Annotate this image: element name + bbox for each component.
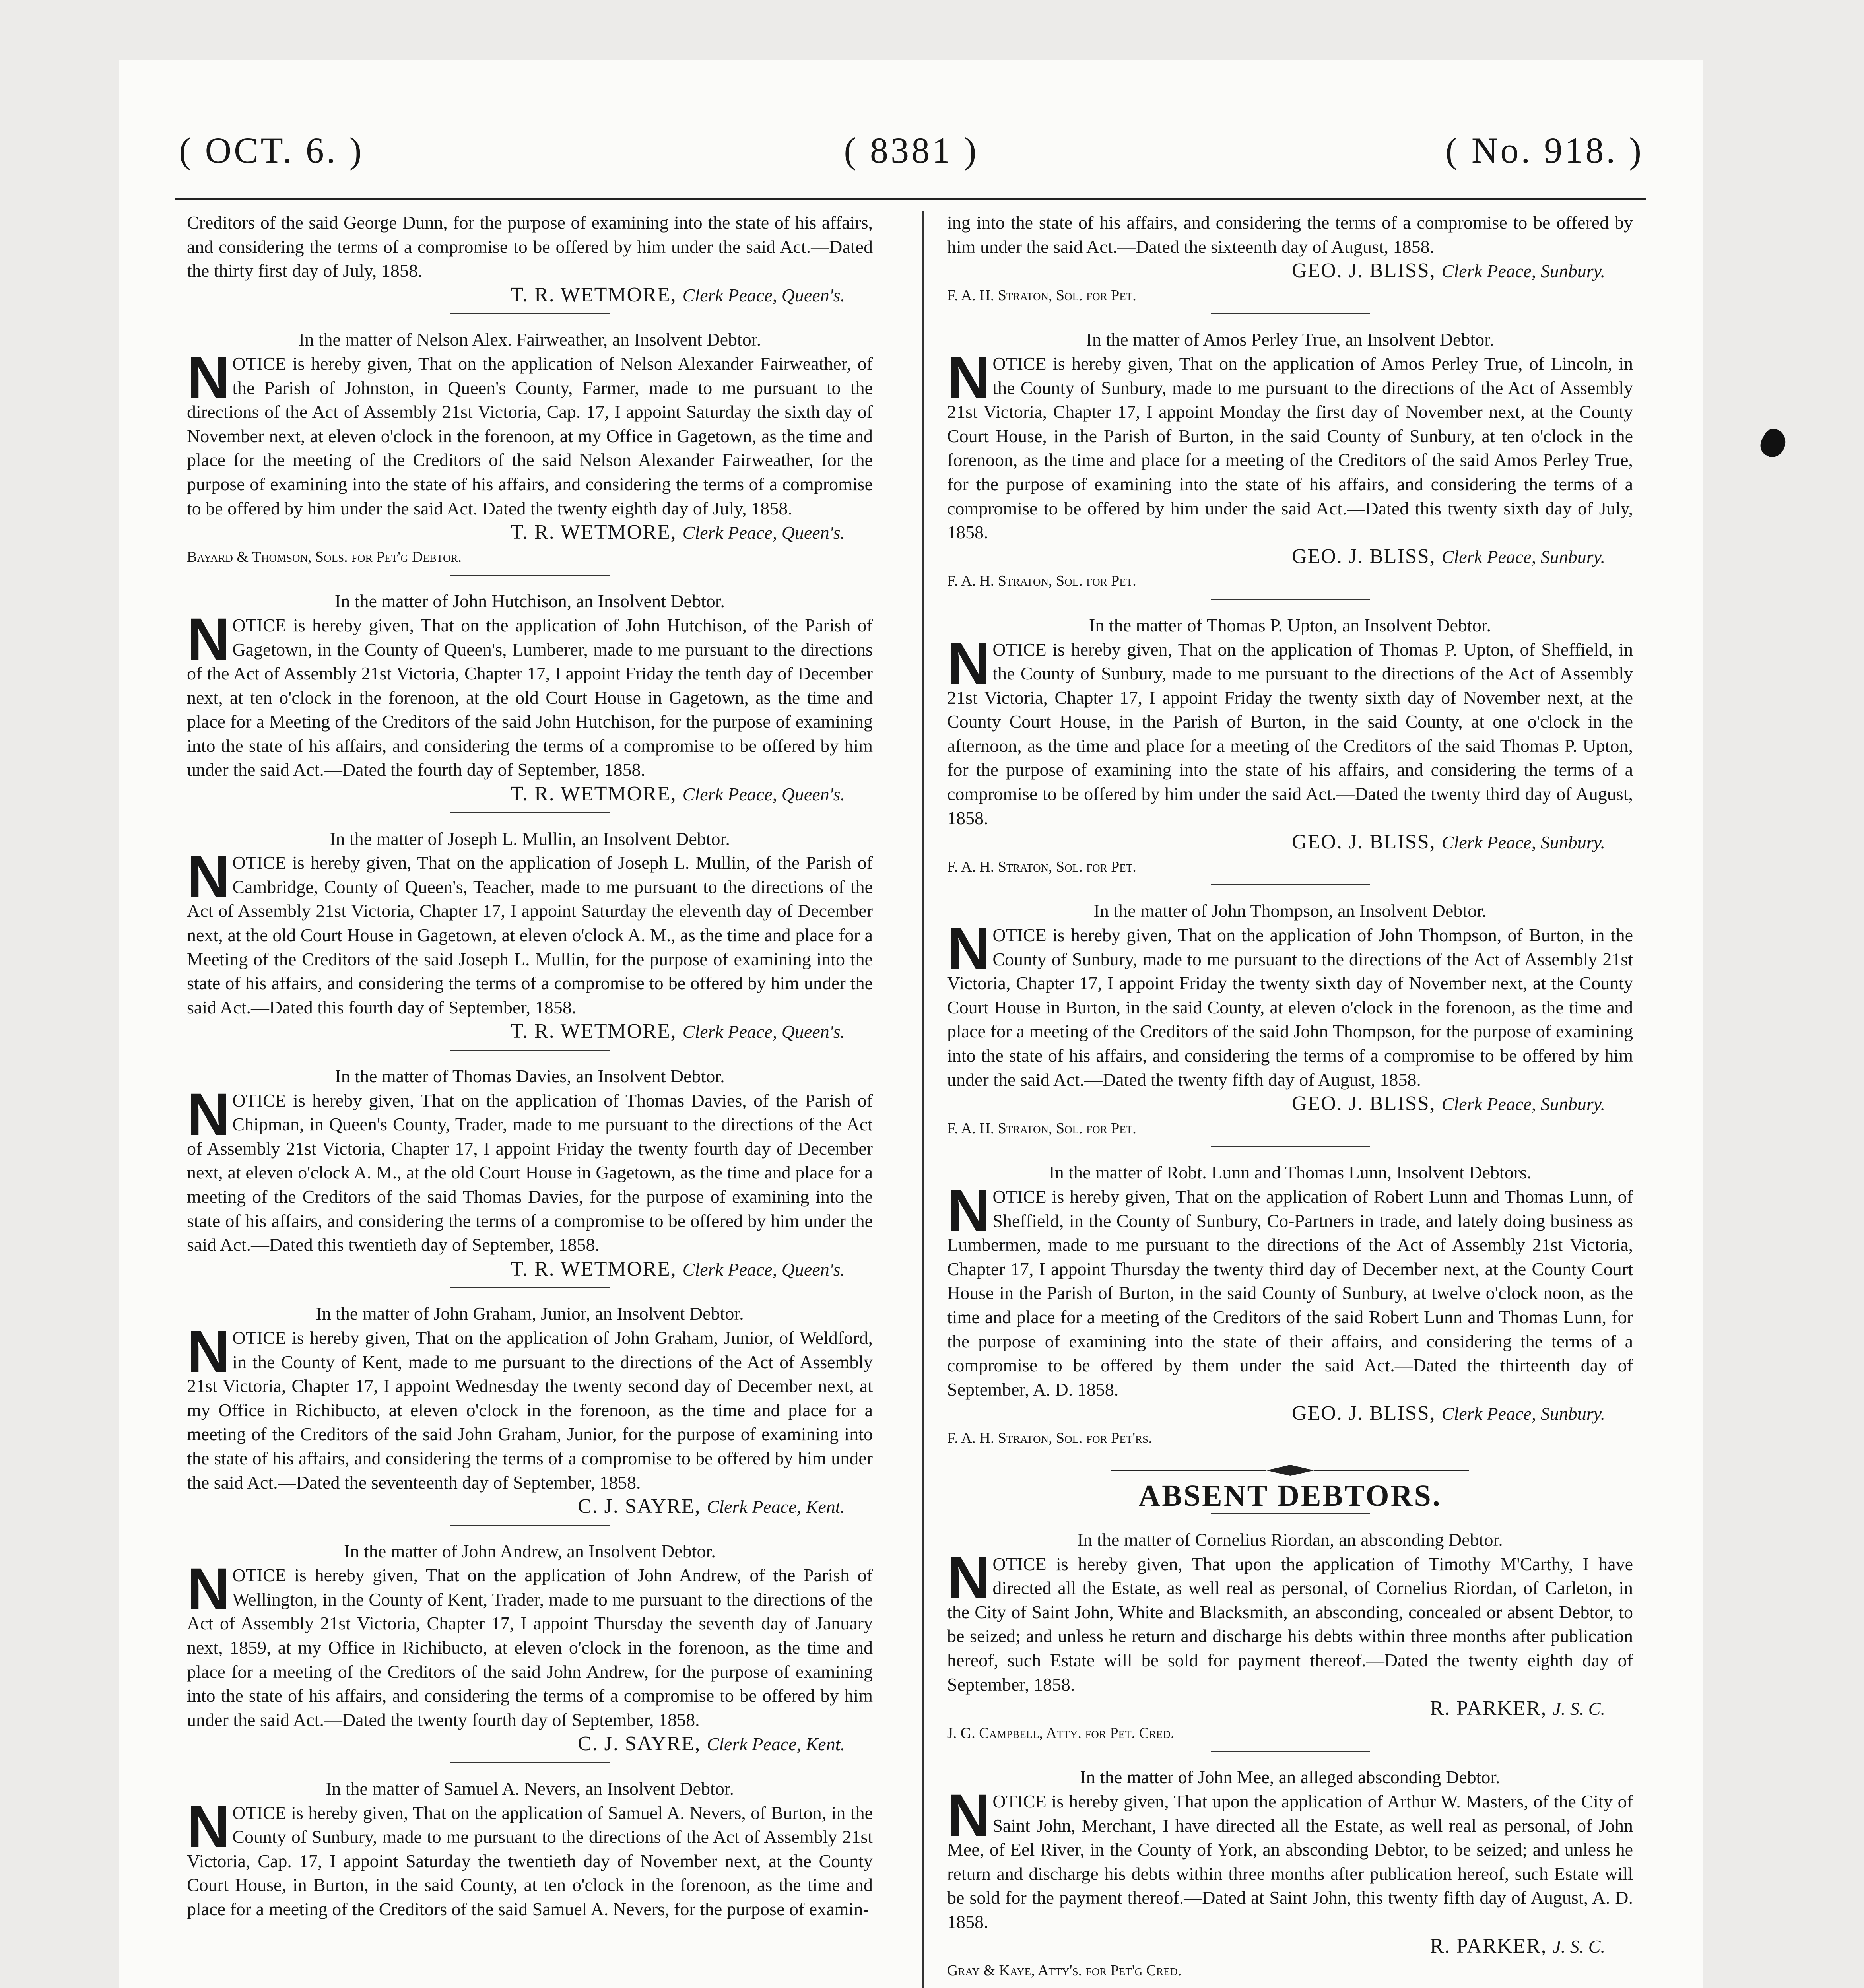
signature [947, 1934, 1633, 1959]
separator [450, 575, 610, 576]
column-divider [922, 211, 924, 1988]
signature [947, 1092, 1633, 1116]
notice-title: In the matter of Amos Perley True, an Insolvent Debtor. [1086, 329, 1494, 350]
notice-text [187, 1318, 873, 1495]
notice-continued [187, 211, 873, 307]
drop-cap: N [947, 915, 990, 982]
signer-name: C. J. SAYRE, [577, 1732, 701, 1755]
notice-title: In the matter of John Thompson, an Insolvent Debtor. [1093, 901, 1487, 921]
notice-title: In the matter of John Mee, an alleged absconding Debtor. [1080, 1767, 1500, 1788]
signer-name: C. J. SAYRE, [577, 1495, 701, 1518]
signer-name: T. R. WETMORE, [511, 283, 677, 306]
solicitor-line: F. A. H. Straton, Sol. for Pet'rs. [947, 1429, 1152, 1446]
drop-cap: N [947, 1544, 990, 1611]
notice-text [947, 1544, 1633, 1697]
notice-text [187, 1555, 873, 1732]
header-page-number: ( 8381 ) [844, 130, 979, 171]
notice-body: OTICE is hereby given, That on the application of John Graham, Junior, of Weldford, in the County of Kent, made to me pursuant to the directions of the Act of Assembly 21st Victoria, Chapter 17, I appoint Wednesday the twenty second day of December next, at my Office in Richibucto, at eleven o'clock in the forenoon, as the time and place for a meeting of the Creditors of the said John Graham, Junior, for the purpose of examining into the state of his affairs, and considering the terms of a compromise to be offered by him under the said Act.—Dated the seventeenth day of September, 1858. [187, 1327, 873, 1493]
notice-body: OTICE is hereby given, That on the application of John Hutchison, of the Parish of Gagetown, in the County of Queen's, Lumberer, made to me pursuant to the directions of the Act of Assembly 21st Victoria, Chapter 17, I appoint Friday the tenth day of December next, at ten o'clock in the forenoon, at the old Court House in Gagetown, as the time and place for a Meeting of the Creditors of the said John Hutchison, for the purpose of examining into the state of his affairs, and considering the terms of a compromise to be offered by him under the said Act.—Dated the fourth day of September, 1858. [187, 615, 873, 780]
notice-title: In the matter of Thomas P. Upton, an Insolvent Debtor. [1089, 615, 1491, 635]
signer-name: GEO. J. BLISS, [1291, 545, 1436, 568]
notice-text [947, 1176, 1633, 1402]
notice-text [187, 1080, 873, 1257]
header-date: ( OCT. 6. ) [179, 130, 364, 171]
signer-role: Clerk Peace, Sunbury. [1441, 832, 1605, 853]
signature [187, 1019, 873, 1044]
ornament-divider-icon [1111, 1462, 1469, 1478]
drop-cap: N [947, 1782, 990, 1849]
signer-role: Clerk Peace, Sunbury. [1441, 261, 1605, 282]
notice-body: OTICE is hereby given, That on the application of Thomas Davies, of the Parish of Chipman, in Queen's County, Trader, made to me pursuant to the directions of the Act of Assembly 21st Victoria, Chapter 17, I appoint Friday the twenty fourth day of December next, at eleven o'clock A. M., at the old Court House in Gagetown, as the time and place for a meeting of the Creditors of the said Thomas Davies, for the purpose of examining into the state of his affairs, and considering the terms of a compromise to be offered by him under the said Act.—Dated this twentieth day of September, 1858. [187, 1090, 873, 1255]
notice-title: In the matter of John Andrew, an Insolvent Debtor. [344, 1541, 716, 1561]
separator [450, 812, 610, 813]
signer-name: T. R. WETMORE, [511, 1257, 677, 1280]
notice-title: In the matter of Cornelius Riordan, an absconding Debtor. [1077, 1530, 1503, 1550]
signer-name: GEO. J. BLISS, [1291, 1092, 1436, 1115]
notice-body: OTICE is hereby given, That upon the application of Timothy M'Carthy, I have directed all the Estate, as well real as personal, of Cornelius Riordan, of Carleton, in the City of Saint John, White and Blacksmith, an absconding, concealed or absent Debtor, to be seized; and unless he return and discharge his debts within three months after publication hereof, such Estate will be sold for payment thereof.—Dated the twenty eighth day of September, 1858. [947, 1553, 1633, 1695]
notice-title: In the matter of John Hutchison, an Insolvent Debtor. [334, 591, 725, 612]
notice-true [947, 328, 1633, 593]
notice-mee [947, 1765, 1633, 1982]
drop-cap: N [187, 1555, 230, 1623]
separator [450, 1762, 610, 1763]
separator [450, 1050, 610, 1051]
notice-text [187, 605, 873, 782]
notice-title: In the matter of Joseph L. Mullin, an Insolvent Debtor. [330, 828, 730, 849]
signer-role: Clerk Peace, Kent. [707, 1497, 845, 1517]
notice-body: OTICE is hereby given, That on the application of Joseph L. Mullin, of the Parish of Cambridge, County of Queen's, Teacher, made to me pursuant to the directions of the Act of Assembly 21st Victoria, Chapter 17, I appoint Saturday the eleventh day of December next, at the old Court House in Gagetown, at eleven o'clock A. M., as the time and place for a Meeting of the Creditors of the said Joseph L. Mullin, for the purpose of examining into the state of his affairs, and considering the terms of a compromise to be offered by him under the said Act.—Dated this fourth day of September, 1858. [187, 852, 873, 1017]
notice-title: In the matter of Thomas Davies, an Insolvent Debtor. [335, 1066, 725, 1086]
notice-text [187, 344, 873, 520]
header-issue-number: ( No. 918. ) [1445, 130, 1644, 171]
notice-graham [187, 1302, 873, 1519]
solicitor-line: J. G. Campbell, Atty. for Pet. Cred. [947, 1724, 1175, 1741]
drop-cap: N [947, 1176, 990, 1244]
signer-name: R. PARKER, [1430, 1934, 1547, 1957]
solicitor-line: F. A. H. Straton, Sol. for Pet. [947, 1120, 1136, 1137]
page-header [167, 129, 1656, 193]
notice-riordan [947, 1528, 1633, 1745]
separator [1211, 884, 1370, 885]
drop-cap: N [187, 1318, 230, 1385]
ink-blot [1756, 425, 1791, 462]
notice-title: In the matter of Samuel A. Nevers, an Insolvent Debtor. [325, 1778, 734, 1799]
notice-body: OTICE is hereby given, That on the application of Amos Perley True, of Lincoln, in the County of Sunbury, made to me pursuant to the directions of the Act of Assembly 21st Victoria, Chapter 17, I appoint Monday the first day of November next, at the County Court House, in the Parish of Burton, in the said County of Sunbury, at ten o'clock in the forenoon, as the time and place for a meeting of the Creditors of the said Amos Perley True, for the purpose of examining into the state of his affairs, and considering the terms of a compromise to be offered by him under the said Act.—Dated this twenty sixth day of July, 1858. [947, 353, 1633, 543]
notice-hutchison [187, 589, 873, 806]
signer-name: T. R. WETMORE, [511, 1020, 677, 1043]
header-rule [175, 198, 1646, 200]
signature [947, 1697, 1633, 1721]
drop-cap: N [947, 629, 990, 697]
notice-text [947, 915, 1633, 1092]
signer-name: GEO. J. BLISS, [1291, 259, 1436, 282]
notice-nevers [187, 1777, 873, 1922]
notice-title: In the matter of John Graham, Junior, an Insolvent Debtor. [316, 1303, 744, 1324]
signer-role: Clerk Peace, Sunbury. [1441, 1094, 1605, 1114]
separator [450, 313, 610, 314]
signer-name: GEO. J. BLISS, [1291, 1402, 1436, 1425]
notice-andrew [187, 1540, 873, 1757]
notice-body: OTICE is hereby given, That upon the application of Arthur W. Masters, of the City of Saint John, Merchant, I have directed all the Estate, as well real as personal, of John Mee, of Eel River, in the County of York, an absconding Debtor, to be seized; and unless he return and discharge his debts within three months after publication hereof, such Estate will be sold for the payment thereof.—Dated at Saint John, this twenty fifth day of August, A. D. 1858. [947, 1791, 1633, 1932]
notice-body: OTICE is hereby given, That on the application of John Andrew, of the Parish of Wellington, in the County of Kent, Trader, made to me pursuant to the directions of the Act of Assembly 21st Victoria, Chapter 17, I appoint Thursday the seventh day of January next, 1859, at my Office in Richibucto, at eleven o'clock in the forenoon, as the time and place for a meeting of the Creditors of the said John Andrew, for the purpose of examining into the state of his affairs, and considering the terms of a compromise to be offered by him under the said Act.—Dated the twenty fourth day of September, 1858. [187, 1565, 873, 1730]
notice-lunn [947, 1161, 1633, 1450]
notice-text [947, 629, 1633, 831]
notice-davies [187, 1064, 873, 1281]
signer-role: Clerk Peace, Queen's. [682, 1021, 845, 1042]
signature [187, 520, 873, 545]
signer-name: T. R. WETMORE, [511, 782, 677, 806]
signature [187, 1257, 873, 1282]
notice-body: OTICE is hereby given, That on the application of Thomas P. Upton, of Sheffield, in the County of Sunbury, made to me pursuant to the directions of the Act of Assembly 21st Victoria, Chapter 17, I appoint Friday the twenty sixth day of November next, at the County Court House, in the Parish of Burton, in the said County, at one o'clock in the afternoon, as the time and place for a meeting of the Creditors of the said Thomas P. Upton, for the purpose of examining into the state of his affairs, and considering the terms of a compromise to be offered by him under the said Act.—Dated the twenty third day of August, 1858. [947, 639, 1633, 828]
separator [1211, 1751, 1370, 1752]
notice-upton [947, 613, 1633, 879]
notice-text [947, 344, 1633, 545]
solicitor-line: F. A. H. Straton, Sol. for Pet. [947, 573, 1136, 590]
signature [187, 1732, 873, 1757]
notice-text: ing into the state of his affairs, and considering the terms of a compromise to be offered by him under the said Act.—Dated the sixteenth day of August, 1858. [947, 212, 1633, 257]
notice-fairweather [187, 328, 873, 569]
drop-cap: N [187, 344, 230, 411]
gazette-page [119, 60, 1703, 1988]
separator [450, 1525, 610, 1526]
signature [187, 782, 873, 807]
notice-body: OTICE is hereby given, That on the application of Nelson Alexander Fairweather, of the Parish of Johnston, in Queen's County, Farmer, made to me pursuant to the directions of the Act of Assembly 21st Victoria, Cap. 17, I appoint Saturday the sixth day of November next, at eleven o'clock in the forenoon, at my Office in Gagetown, as the time and place for the meeting of the Creditors of the said Nelson Alexander Fairweather, for the purpose of examining into the state of his affairs, and considering the terms of a compromise to be offered by him under the said Act. Dated the twenty eighth day of July, 1858. [187, 353, 873, 518]
notice-text [947, 1782, 1633, 1934]
solicitor-line: F. A. H. Straton, Sol. for Pet. [947, 287, 1136, 304]
drop-cap: N [187, 605, 230, 672]
signature [947, 1402, 1633, 1426]
notice-body: OTICE is hereby given, That on the application of Samuel A. Nevers, of Burton, in the County of Sunbury, made to me pursuant to the directions of the Act of Assembly 21st Victoria, Cap. 17, I appoint Saturday the twentieth day of November next, at the County Court House, in Burton, in the said County, at ten o'clock in the forenoon, as the time and place for a meeting of the Creditors of the said Samuel A. Nevers, for the purpose of examin- [187, 1802, 873, 1919]
separator [1211, 1146, 1370, 1147]
notice-body: OTICE is hereby given, That on the application of John Thompson, of Burton, in the County of Sunbury, made to me pursuant to the directions of the Act of Assembly 21st Victoria, Chapter 17, I appoint Friday the twenty sixth day of November next, at the County Court House in Burton, in the said County, at eleven o'clock in the forenoon, as the time and place for a meeting of the Creditors of the said John Thompson, for the purpose of examining into the state of his affairs, and considering the terms of a compromise to be offered by him under the said Act.—Dated the twenty fifth day of August, 1858. [947, 925, 1633, 1090]
signer-role: Clerk Peace, Sunbury. [1441, 546, 1605, 567]
solicitor-line: Gray & Kaye, Atty's. for Pet'g Cred. [947, 1962, 1182, 1979]
signer-role: Clerk Peace, Queen's. [682, 784, 845, 805]
solicitor-line: F. A. H. Straton, Sol. for Pet. [947, 858, 1136, 875]
signature [947, 545, 1633, 569]
separator [1211, 599, 1370, 600]
signature [947, 259, 1633, 283]
notice-mullin [187, 827, 873, 1044]
notice-thompson [947, 899, 1633, 1140]
signer-name: R. PARKER, [1430, 1697, 1547, 1720]
signer-role: Clerk Peace, Queen's. [682, 1259, 845, 1279]
signer-role: Clerk Peace, Queen's. [682, 285, 845, 305]
notice-continued [947, 211, 1633, 307]
separator [450, 1287, 610, 1288]
signer-role: Clerk Peace, Sunbury. [1441, 1404, 1605, 1424]
notice-text [187, 843, 873, 1019]
notice-title: In the matter of Nelson Alex. Fairweather, an Insolvent Debtor. [298, 329, 761, 350]
signer-role: J. S. C. [1553, 1936, 1605, 1957]
signature [187, 1495, 873, 1519]
separator [1211, 1513, 1370, 1514]
section-heading-absent-debtors: ABSENT DEBTORS. [1138, 1479, 1442, 1512]
signer-role: Clerk Peace, Kent. [707, 1734, 845, 1755]
drop-cap: N [187, 1793, 230, 1860]
notice-text: Creditors of the said George Dunn, for the purpose of examining into the state of his affairs, and considering the terms of a compromise to be offered by him under the said Act.—Dated the thirty first day of July, 1858. [187, 212, 873, 281]
left-column [187, 211, 873, 1988]
drop-cap: N [187, 1080, 230, 1147]
notice-body: OTICE is hereby given, That on the application of Robert Lunn and Thomas Lunn, of Sheffield, in the County of Sunbury, Co-Partners in trade, and lately doing business as Lumbermen, made to me pursuant to the directions of the Act of Assembly 21st Victoria, Chapter 17, I appoint Thursday the twenty third day of December next, at the County Court House in the Parish of Burton, in the said County of Sunbury, at twelve o'clock noon, as the time and place for a meeting of the Creditors of the said Robert Lunn and Thomas Lunn, for the purpose of examining into the state of their affairs, and considering the terms of a compromise to be offered by them under the said Act.—Dated the thirteenth day of September, A. D. 1858. [947, 1186, 1633, 1400]
signature [187, 283, 873, 308]
notice-text [187, 1793, 873, 1922]
signer-role: Clerk Peace, Queen's. [682, 522, 845, 543]
signature [947, 830, 1633, 855]
signer-name: T. R. WETMORE, [511, 521, 677, 544]
separator [1211, 313, 1370, 314]
right-column [947, 211, 1633, 1988]
drop-cap: N [947, 344, 990, 411]
drop-cap: N [187, 843, 230, 910]
signer-role: J. S. C. [1553, 1699, 1605, 1719]
notice-title: In the matter of Robt. Lunn and Thomas Lunn, Insolvent Debtors. [1048, 1162, 1532, 1183]
solicitor-line: Bayard & Thomson, Sols. for Pet'g Debtor. [187, 548, 462, 565]
signer-name: GEO. J. BLISS, [1291, 831, 1436, 854]
